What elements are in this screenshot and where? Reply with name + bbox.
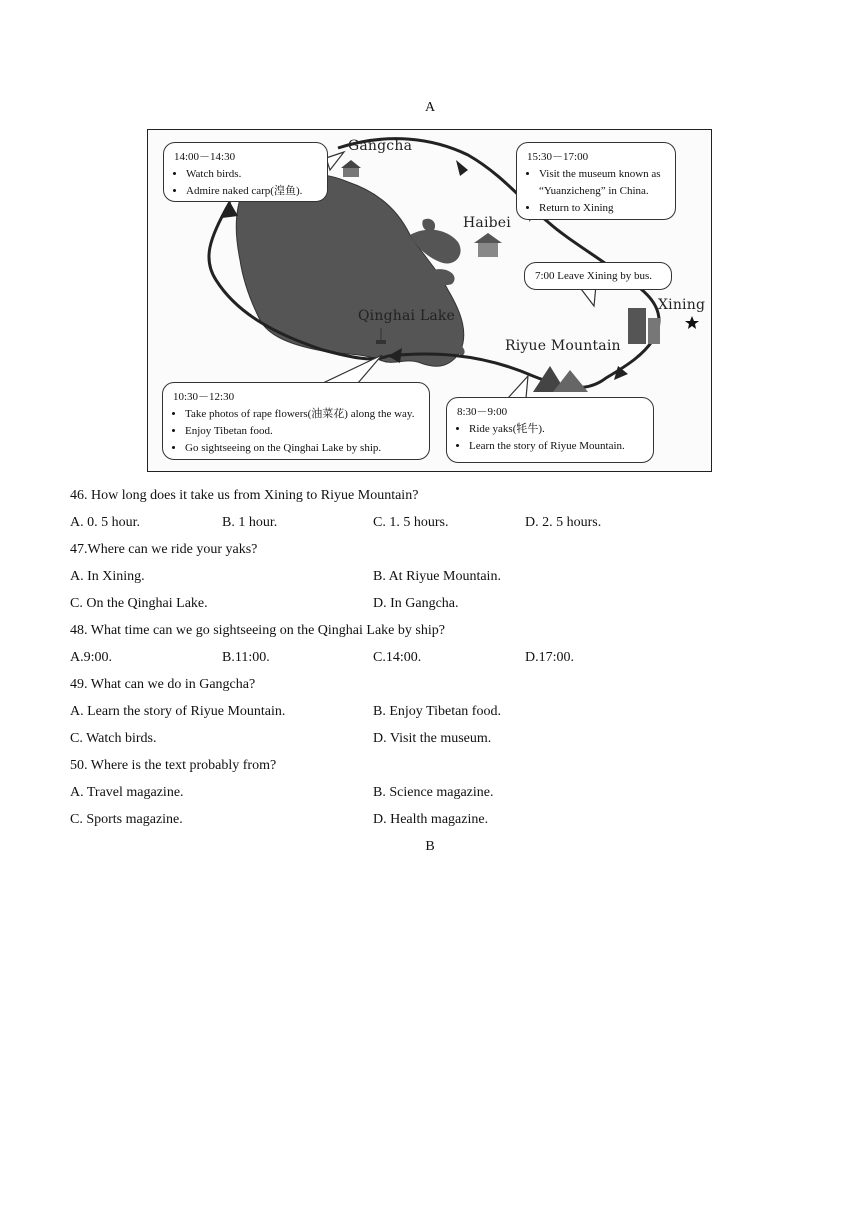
- question-49-option-d: D. Visit the museum.: [373, 731, 492, 746]
- xining-buildings-icon: [628, 308, 660, 344]
- travel-route-map: [147, 129, 712, 472]
- question-49-option-a: A. Learn the story of Riyue Mountain.: [70, 704, 286, 719]
- bubble-xining-text: 7:00 Leave Xining by bus.: [535, 270, 653, 282]
- question-46-option-a: A. 0. 5 hour.: [70, 515, 140, 530]
- bubble-lake: [162, 382, 430, 460]
- question-47: 47.Where can we ride your yaks?: [70, 542, 258, 557]
- question-49-option-c: C. Watch birds.: [70, 731, 157, 746]
- bubble-lake-item: • Enjoy Tibetan food.: [185, 423, 419, 440]
- question-46-option-b: B. 1 hour.: [222, 515, 278, 530]
- bubble-gangcha-item: • Watch birds.: [186, 166, 317, 183]
- question-49: 49. What can we do in Gangcha?: [70, 677, 256, 692]
- bubble-tail-lake: [323, 355, 382, 383]
- question-48-option-d: D.17:00.: [525, 650, 574, 665]
- question-50-option-d: D. Health magazine.: [373, 812, 489, 827]
- qinghai-lake-shape: [236, 174, 464, 367]
- section-b-label: B: [425, 839, 435, 854]
- bubble-tail-gangcha: [326, 152, 344, 170]
- question-47-option-a: A. In Xining.: [70, 569, 145, 584]
- question-46-option-c: C. 1. 5 hours.: [373, 515, 449, 530]
- bubble-xining: [524, 262, 672, 290]
- bubble-haibei-item: • Visit the museum known as “Yuanzicheng” in China.: [539, 166, 665, 200]
- bubble-riyue: [446, 397, 654, 463]
- xining-star-icon: [685, 316, 699, 329]
- place-xining: Xining: [658, 297, 706, 313]
- question-50-option-a: A. Travel magazine.: [70, 785, 184, 800]
- route-arrow-4: [456, 160, 468, 176]
- bubble-gangcha: [163, 142, 328, 202]
- island-1: [422, 219, 435, 232]
- question-49-option-b: B. Enjoy Tibetan food.: [373, 704, 501, 719]
- place-haibei: Haibei: [463, 215, 511, 231]
- question-50: 50. Where is the text probably from?: [70, 758, 277, 773]
- place-qinghai-lake: Qinghai Lake: [358, 308, 456, 324]
- question-48: 48. What time can we go sightseeing on the Qinghai Lake by ship?: [70, 623, 445, 638]
- question-48-option-c: C.14:00.: [373, 650, 422, 665]
- haibei-museum-icon: [474, 233, 502, 257]
- question-48-option-b: B.11:00.: [222, 650, 270, 665]
- bubble-haibei-time: 15:30－17:00: [527, 151, 589, 163]
- bubble-haibei: [516, 142, 676, 220]
- section-a-label: A: [424, 100, 436, 115]
- question-47-option-c: C. On the Qinghai Lake.: [70, 596, 208, 611]
- bubble-riyue-item: • Ride yaks(牦牛).: [469, 421, 643, 438]
- bubble-riyue-item: • Learn the story of Riyue Mountain.: [469, 438, 643, 455]
- question-48-option-a: A.9:00.: [70, 650, 112, 665]
- bubble-gangcha-time: 14:00－14:30: [174, 151, 236, 163]
- bubble-haibei-item: • Return to Xining: [539, 200, 665, 217]
- gangcha-building-icon: [341, 160, 361, 177]
- bubble-riyue-time: 8:30－9:00: [457, 406, 508, 418]
- question-50-option-b: B. Science magazine.: [373, 785, 494, 800]
- bubble-tail-riyue: [508, 376, 528, 398]
- question-46: 46. How long does it take us from Xining to Riyue Mountain?: [70, 488, 419, 503]
- question-50-option-c: C. Sports magazine.: [70, 812, 183, 827]
- question-47-option-d: D. In Gangcha.: [373, 596, 459, 611]
- bubble-lake-time: 10:30－12:30: [173, 391, 235, 403]
- bubble-lake-item: • Take photos of rape flowers(油菜花) along the way.: [185, 406, 419, 423]
- bubble-lake-item: • Go sightseeing on the Qinghai Lake by ship.: [185, 440, 419, 457]
- place-riyue-mountain: Riyue Mountain: [505, 338, 621, 354]
- question-47-option-b: B. At Riyue Mountain.: [373, 569, 501, 584]
- question-46-option-d: D. 2. 5 hours.: [525, 515, 602, 530]
- place-gangcha: Gangcha: [348, 138, 413, 154]
- bubble-gangcha-item: • Admire naked carp(湟鱼).: [186, 183, 317, 200]
